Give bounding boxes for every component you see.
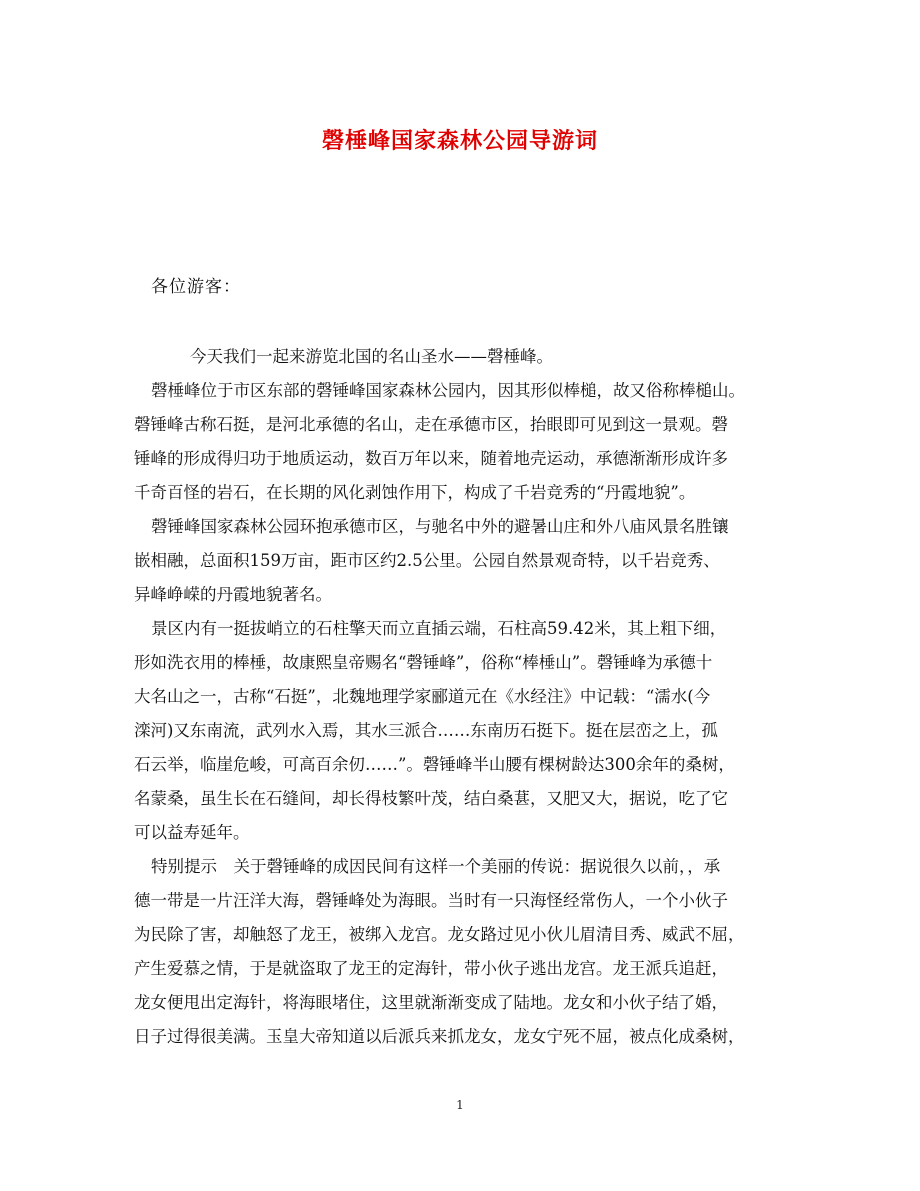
- body-line: 名蒙桑，虽生长在石缝间，却长得枝繁叶茂，结白桑葚，又肥又大，据说，吃了它: [134, 789, 728, 808]
- body-line: 异峰峥嵘的丹霞地貌著名。: [134, 585, 332, 604]
- body-line: 景区内有一挺拔峭立的石柱擎天而立直插云端，石柱高59.42米，其上粗下细，: [151, 619, 727, 638]
- greeting-line: 各位游客：: [151, 277, 241, 297]
- body-line: 今天我们一起来游览北国的名山圣水——磬棰峰。: [190, 347, 553, 366]
- document-title: 磬棰峰国家森林公园导游词: [321, 129, 598, 154]
- body-line: 可以益寿延年。: [134, 823, 250, 842]
- body-line: 石云举，临崖危峻，可高百余仞……”。磬锤峰半山腰有棵树龄达300余年的桑树，: [134, 755, 735, 774]
- page-number: 1: [456, 1098, 464, 1112]
- body-line: 大名山之一，古称“石挺”，北魏地理学家郦道元在《水经注》中记载：“濡水(今: [134, 687, 711, 706]
- body-line: 锤峰的形成得归功于地质运动，数百万年以来，随着地壳运动，承德渐渐形成许多: [134, 449, 728, 468]
- body-line: 为民除了害，却触怒了龙王，被绑入龙宫。龙女路过见小伙儿眉清目秀、威武不屈，: [134, 925, 745, 944]
- body-line: 嵌相融，总面积159万亩，距市区约2.5公里。公园自然景观奇特，以千岩竞秀、: [134, 551, 720, 570]
- body-line: 磬棰峰位于市区东部的磬锤峰国家森林公园内，因其形似棒槌，故又俗称棒槌山。: [151, 381, 745, 400]
- body-line: 滦河)又东南流，武列水入焉，其水三派合……东南历石挺下。挺在层峦之上，孤: [134, 721, 718, 740]
- body-line: 磬锤峰古称石挺，是河北承德的名山，走在承德市区，抬眼即可见到这一景观。磬: [134, 415, 728, 434]
- body-line: 产生爱慕之情，于是就盗取了龙王的定海针，带小伙子逃出龙宫。龙王派兵追赶，: [134, 959, 728, 978]
- body-line: 日子过得很美满。玉皇大帝知道以后派兵来抓龙女，龙女宁死不屈，被点化成桑树，: [134, 1027, 745, 1046]
- body-line: 磬锤峰国家森林公园环抱承德市区，与驰名中外的避暑山庄和外八庙风景名胜镶: [151, 517, 729, 536]
- body-text: [134, 340, 794, 1054]
- body-line: 千奇百怪的岩石，在长期的风化剥蚀作用下，构成了千岩竞秀的“丹霞地貌”。: [134, 483, 696, 502]
- body-line: 形如洗衣用的棒棰，故康熙皇帝赐名“磬锤峰”，俗称“棒棰山”。磬锤峰为承德十: [134, 653, 713, 672]
- body-line: 德一带是一片汪洋大海，磬锤峰处为海眼。当时有一只海怪经常伤人，一个小伙子: [134, 891, 728, 910]
- body-line: 特别提示 关于磬锤峰的成因民间有这样一个美丽的传说：据说很久以前，，承: [151, 857, 721, 876]
- body-line: 龙女便甩出定海针，将海眼堵住，这里就渐渐变成了陆地。龙女和小伙子结了婚，: [134, 993, 728, 1012]
